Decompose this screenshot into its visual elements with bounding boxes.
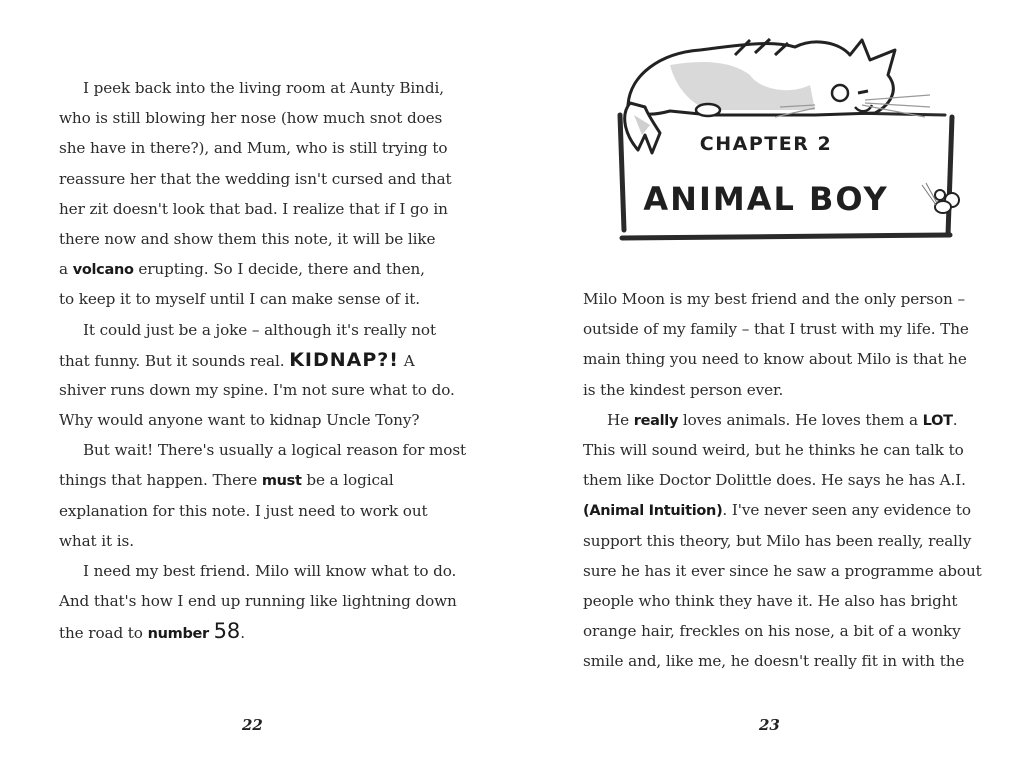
body-text: to keep it to myself until I can make sense of it. <box>59 290 420 309</box>
body-text: her zit doesn't look that bad. I realize that if I go in <box>59 199 448 218</box>
body-text: who is still blowing her nose (how much snot does <box>59 109 443 128</box>
body-text: It could just be a joke – although it's really not <box>83 320 436 339</box>
text-line <box>59 556 457 586</box>
text-line <box>59 616 451 646</box>
body-text: outside of my family – that I trust with my life. The <box>583 320 969 339</box>
text-line <box>583 314 975 344</box>
body-text: shiver runs down my spine. I'm not sure what to do. <box>59 380 455 399</box>
text-line <box>59 73 451 103</box>
text-line <box>583 646 975 676</box>
body-text: she have in there?), and Mum, who is still trying to <box>59 139 448 158</box>
body-text: reassure her that the wedding isn't cursed and that <box>59 169 452 188</box>
body-text: be a logical <box>301 471 394 490</box>
text-line <box>583 526 975 556</box>
emphasis-text: 58 <box>213 619 241 644</box>
body-text: . <box>952 410 958 429</box>
page-number-left: 22 <box>242 716 263 734</box>
body-text: smile and, like me, he doesn't really fit in with the <box>583 652 965 671</box>
text-line <box>583 375 975 405</box>
body-text: He <box>607 410 634 429</box>
body-text: that funny. But it sounds real. <box>59 351 290 370</box>
text-line <box>59 496 451 526</box>
text-line <box>59 465 451 495</box>
text-line <box>59 133 451 163</box>
emphasis-text: KIDNAP?! <box>289 348 399 371</box>
body-text: I peek back into the living room at Aunty Bindi, <box>83 79 444 97</box>
text-line <box>583 465 975 495</box>
body-text: Milo Moon is my best friend and the only person – <box>583 290 965 308</box>
text-line <box>583 556 982 586</box>
text-line <box>59 526 451 556</box>
text-line <box>59 405 451 435</box>
body-text: main thing you need to know about Milo is that he <box>583 350 967 369</box>
emphasis-text: volcano <box>72 262 134 279</box>
text-line <box>59 586 457 616</box>
text-line <box>583 435 975 465</box>
text-line <box>583 495 975 525</box>
chapter-label: CHAPTER 2 <box>699 133 833 155</box>
text-line <box>59 224 451 254</box>
text-line <box>583 586 975 616</box>
emphasis-text: (Animal Intuition) <box>583 503 723 520</box>
body-text: This will sound weird, but he thinks he can talk to <box>583 440 964 459</box>
text-line <box>583 284 975 314</box>
text-line <box>583 344 975 374</box>
text-line <box>59 284 451 314</box>
page-number-right: 23 <box>759 716 780 734</box>
text-line <box>59 435 467 465</box>
text-line <box>59 194 451 224</box>
text-line <box>59 103 451 133</box>
body-text: support this theory, but Milo has been really, really <box>583 531 972 550</box>
emphasis-text: must <box>261 473 302 490</box>
body-text: explanation for this note. I just need to work out <box>59 501 428 520</box>
right-page-text <box>583 284 982 676</box>
text-line <box>59 164 451 194</box>
text-line <box>59 254 451 284</box>
emphasis-text: LOT <box>922 412 953 429</box>
body-text: . <box>240 624 245 643</box>
body-text: Why would anyone want to kidnap Uncle Tony? <box>59 411 420 430</box>
right-page <box>512 0 1024 779</box>
body-text: loves animals. He loves them a <box>678 410 923 429</box>
emphasis-text: number <box>147 626 214 643</box>
body-text: things that happen. There <box>59 471 262 490</box>
chapter-title: ANIMAL BOY <box>643 180 889 218</box>
body-text: them like Doctor Dolittle does. He says he has A.I. <box>583 471 966 490</box>
text-line <box>59 375 455 405</box>
body-text: . I've never seen any evidence to <box>722 501 971 520</box>
text-line <box>583 405 975 435</box>
body-text: is the kindest person ever. <box>583 380 784 399</box>
body-text: erupting. So I decide, there and then, <box>133 260 425 279</box>
body-text: the road to <box>59 624 148 643</box>
body-text: people who think they have it. He also has bright <box>583 591 958 610</box>
body-text: But wait! There's usually a logical reason for most <box>83 441 467 460</box>
text-line <box>583 616 975 646</box>
emphasis-text: really <box>633 412 679 429</box>
body-text: I need my best friend. Milo will know what to do. <box>83 562 457 580</box>
left-page-text <box>59 73 467 647</box>
text-line <box>59 345 451 375</box>
text-line <box>59 315 451 345</box>
body-text: a <box>59 260 73 279</box>
body-text: And that's how I end up running like lightning down <box>59 592 457 611</box>
body-text: orange hair, freckles on his nose, a bit of a wonky <box>583 622 961 641</box>
body-text: sure he has it ever since he saw a programme about <box>583 561 982 580</box>
body-text: A <box>398 351 415 370</box>
body-text: what it is. <box>59 531 134 550</box>
body-text: there now and show them this note, it will be like <box>59 229 436 248</box>
